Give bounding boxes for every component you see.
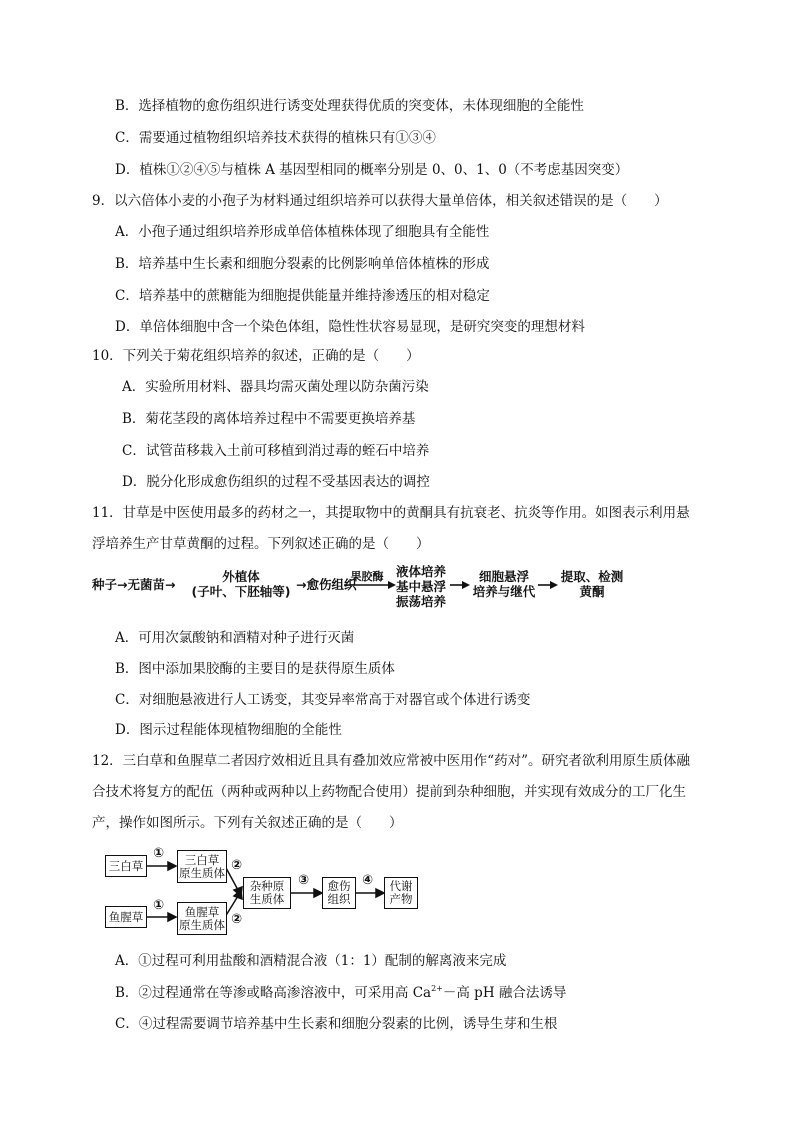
flow-arrow [538, 580, 558, 590]
q12-flow-diagram [100, 842, 430, 942]
q11-option-d: D．图示过程能体现植物细胞的全能性 [115, 722, 342, 738]
q10-option-b: B．菊花茎段的离体培养过程中不需要更换培养基 [122, 411, 416, 427]
flow-arrow [450, 580, 470, 590]
box-callus: 愈伤 组织 [322, 877, 356, 909]
q12-stem-line2: 合技术将复方的配伍（两种或两种以上药物配合使用）提前到杂种细胞，并实现有效成分的工厂化生 [92, 784, 686, 800]
q9-option-b: B．培养基中生长素和细胞分裂素的比例影响单倍体植株的形成 [115, 256, 490, 272]
box-sanbaicao-protoplast: 三白草 原生质体 [177, 850, 227, 883]
box-sanbaicao: 三白草 [105, 855, 147, 877]
q9-option-d: D．单倍体细胞中含一个染色体组，隐性性状容易显现，是研究突变的理想材料 [115, 319, 585, 335]
box-yuxingcao: 鱼腥草 [105, 906, 147, 928]
step-4: ④ [362, 873, 374, 888]
q10-option-c: C．试管苗移栽入土前可移植到消过毒的蛭石中培养 [122, 443, 430, 459]
box-metabolite: 代谢 产物 [384, 877, 418, 909]
box-yuxingcao-protoplast: 鱼腥草 原生质体 [177, 902, 227, 935]
q12-option-b: B．②过程通常在等渗或略高渗溶液中，可采用高 $Ca^{2+}-$高 pH 融合法诱导 [115, 984, 567, 1001]
q12-stem-line3: 产，操作如图所示。下列有关叙述正确的是（ ） [92, 815, 403, 831]
q11-option-a: A．可用次氯酸钠和酒精对种子进行灭菌 [115, 630, 355, 646]
q12-option-a: A．①过程可利用盐酸和酒精混合液（1：1）配制的解离液来完成 [115, 953, 507, 969]
q8-option-d: D．植株①②④⑤与植株 A 基因型相同的概率分别是 0、0、1、0（不考虑基因突变） [115, 162, 629, 178]
q8-option-c: C．需要通过植物组织培养技术获得的植株只有①③④ [115, 130, 436, 146]
step-1-top: ① [153, 846, 165, 861]
step-1-bottom: ① [153, 898, 165, 913]
q12-option-c: C．④过程需要调节培养基中生长素和细胞分裂素的比例，诱导生芽和生根 [115, 1016, 558, 1032]
q8-option-b: B．选择植物的愈伤组织进行诱变处理获得优质的突变体，未体现细胞的全能性 [115, 98, 584, 114]
q11-option-b: B．图中添加果胶酶的主要目的是获得原生质体 [115, 661, 395, 677]
flow-extract-flavonoid: 提取、检测 黄酮 [560, 569, 624, 599]
flow-seed-to-seedling: 种子→无菌苗→ [92, 577, 176, 592]
flow-pectinase-label: 果胶酶 [350, 570, 384, 583]
q10-option-a: A．实验所用材料、器具均需灭菌处理以防杂菌污染 [122, 379, 429, 395]
q9-option-c: C．培养基中的蔗糖能为细胞提供能量并维持渗透压的相对稳定 [115, 288, 490, 304]
q10-option-d: D．脱分化形成愈伤组织的过程不受基因表达的调控 [122, 474, 430, 490]
box-hybrid-protoplast: 杂种原 生质体 [243, 877, 291, 909]
step-3: ③ [298, 873, 310, 888]
flow-callus: →愈伤组织 [296, 577, 357, 592]
q9-stem: 9．以六倍体小麦的小孢子为材料通过组织培养可以获得大量单倍体，相关叙述错误的是（ ） [92, 193, 668, 209]
q11-stem-line2: 浮培养生产甘草黄酮的过程。下列叙述正确的是（ ） [92, 536, 430, 552]
flow-arrow-pectinase [344, 580, 396, 590]
q10-stem: 10．下列关于菊花组织培养的叙述，正确的是（ ） [92, 348, 420, 364]
flow-explant: 外植体 (子叶、下胚轴等) [191, 569, 291, 599]
q11-flow-diagram [92, 564, 624, 616]
q11-stem-line1: 11．甘草是中医使用最多的药材之一，其提取物中的黄酮具有抗衰老、抗炎等作用。如图表示利用悬 [92, 505, 690, 521]
q9-option-a: A．小孢子通过组织培养形成单倍体植株体现了细胞具有全能性 [115, 224, 490, 240]
step-2-bottom: ② [231, 912, 243, 927]
flow-liquid-culture: 液体培养 基中悬浮 振荡培养 [395, 564, 446, 609]
flow-cell-suspension: 细胞悬浮 培养与继代 [472, 569, 536, 599]
q12-stem-line1: 12．三白草和鱼腥草二者因疗效相近且具有叠加效应常被中医用作“药对”。研究者欲利用原生质体融 [92, 753, 690, 769]
q11-option-c: C．对细胞悬液进行人工诱变，其变异率常高于对器官或个体进行诱变 [115, 692, 531, 708]
step-2-top: ② [231, 858, 243, 873]
